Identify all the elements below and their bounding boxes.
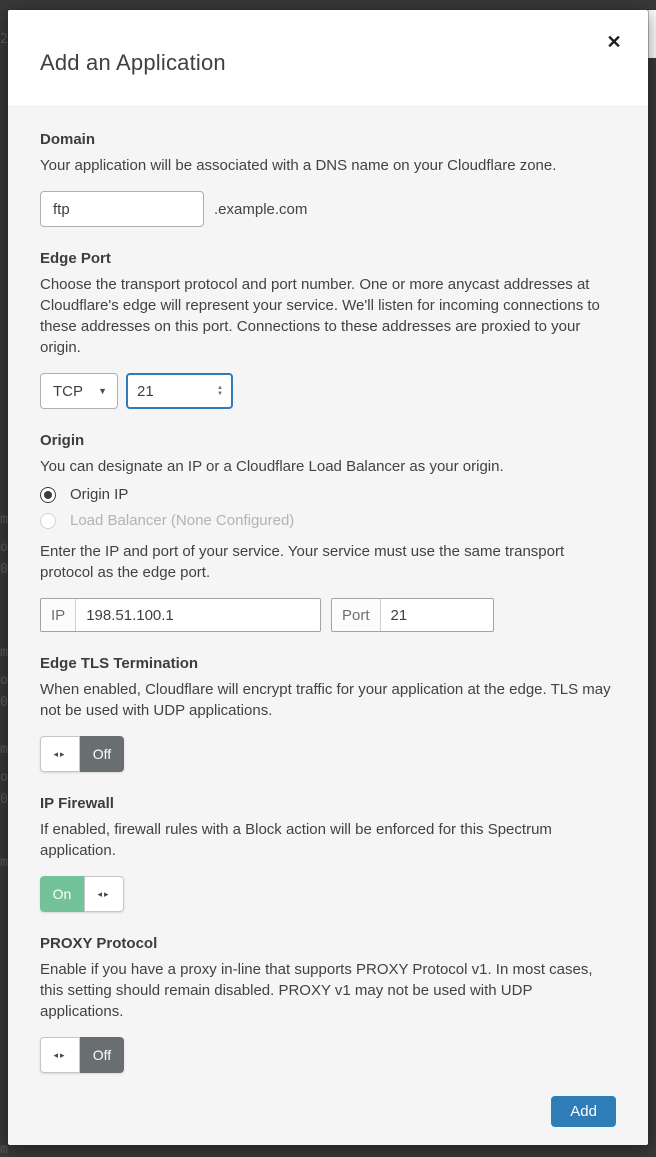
subdomain-value: ftp bbox=[53, 200, 70, 218]
domain-section bbox=[40, 131, 616, 227]
add-button[interactable]: Add bbox=[551, 1096, 616, 1127]
ip-firewall-section bbox=[40, 795, 616, 912]
modal-title: Add an Application bbox=[40, 50, 226, 75]
ip-firewall-description: If enabled, firewall rules with a Block action will be enforced for this Spectrum application. bbox=[40, 821, 552, 859]
stepper-up-icon: ▲ bbox=[217, 385, 223, 391]
ip-firewall-label: IP Firewall bbox=[40, 795, 114, 812]
edge-tls-toggle[interactable] bbox=[40, 736, 124, 772]
stepper-down-icon: ▼ bbox=[217, 391, 223, 397]
origin-ip-input[interactable] bbox=[40, 598, 321, 632]
modal-header bbox=[8, 10, 648, 107]
edge-port-input[interactable] bbox=[126, 373, 233, 409]
origin-port-value: 21 bbox=[390, 606, 408, 624]
edge-tls-toggle-state: Off bbox=[80, 736, 124, 772]
number-stepper[interactable] bbox=[209, 385, 231, 397]
edge-port-value: 21 bbox=[137, 382, 154, 400]
proxy-protocol-section bbox=[40, 935, 616, 1073]
origin-section bbox=[40, 432, 616, 632]
domain-label: Domain bbox=[40, 131, 96, 148]
modal-body bbox=[8, 107, 648, 1073]
origin-ip-value: 198.51.100.1 bbox=[86, 606, 174, 624]
close-button[interactable] bbox=[602, 30, 626, 54]
toggle-knob bbox=[84, 876, 124, 912]
chevron-down-icon: ▼ bbox=[98, 386, 107, 396]
radio-origin-ip-label: Origin IP bbox=[70, 486, 129, 503]
radio-disabled-icon bbox=[40, 513, 56, 529]
close-icon: ✕ bbox=[606, 32, 622, 52]
zone-suffix: .example.com bbox=[214, 200, 308, 218]
ip-prefix-label: IP bbox=[41, 599, 76, 631]
ip-firewall-toggle[interactable] bbox=[40, 876, 124, 912]
toggle-knob bbox=[40, 1037, 80, 1073]
edge-port-section bbox=[40, 250, 616, 409]
edge-port-description: Choose the transport protocol and port number. One or more anycast addresses at Cloudflare's edge will represent your service. We'll listen for incoming connections to these addresses on this port. Connections to these addresses are proxied to your origin. bbox=[40, 276, 600, 356]
modal-footer bbox=[8, 1096, 648, 1127]
toggle-arrows-icon: ◂▸ bbox=[53, 748, 67, 759]
proxy-protocol-label: PROXY Protocol bbox=[40, 935, 158, 952]
toggle-arrows-icon: ◂▸ bbox=[53, 1049, 67, 1060]
origin-description: You can designate an IP or a Cloudflare Load Balancer as your origin. bbox=[40, 458, 504, 475]
radio-load-balancer-label: Load Balancer (None Configured) bbox=[70, 512, 295, 529]
proxy-protocol-description: Enable if you have a proxy in-line that supports PROXY Protocol v1. In most cases, this setting should remain disabled. PROXY v1 may not be used with UDP applications. bbox=[40, 961, 593, 1020]
toggle-knob bbox=[40, 736, 80, 772]
port-prefix-label: Port bbox=[332, 599, 381, 631]
add-application-modal bbox=[8, 10, 648, 1145]
edge-tls-description: When enabled, Cloudflare will encrypt traffic for your application at the edge. TLS may not be used with UDP applications. bbox=[40, 681, 611, 719]
domain-description: Your application will be associated with a DNS name on your Cloudflare zone. bbox=[40, 157, 557, 174]
edge-tls-section bbox=[40, 655, 616, 772]
protocol-value: TCP bbox=[53, 382, 83, 400]
radio-selected-icon[interactable] bbox=[40, 487, 56, 503]
origin-port-input[interactable] bbox=[331, 598, 494, 632]
radio-origin-ip[interactable] bbox=[40, 486, 616, 503]
proxy-protocol-toggle-state: Off bbox=[80, 1037, 124, 1073]
edge-tls-label: Edge TLS Termination bbox=[40, 655, 199, 672]
toggle-arrows-icon: ◂▸ bbox=[97, 888, 111, 899]
protocol-select[interactable] bbox=[40, 373, 118, 409]
origin-label: Origin bbox=[40, 432, 85, 449]
origin-ip-description: Enter the IP and port of your service. Your service must use the same transport protocol as the edge port. bbox=[40, 543, 565, 581]
ip-firewall-toggle-state: On bbox=[40, 876, 84, 912]
edge-port-label: Edge Port bbox=[40, 250, 111, 267]
proxy-protocol-toggle[interactable] bbox=[40, 1037, 124, 1073]
radio-load-balancer bbox=[40, 512, 616, 529]
subdomain-input[interactable] bbox=[40, 191, 204, 227]
background-page-fragment bbox=[648, 10, 656, 58]
